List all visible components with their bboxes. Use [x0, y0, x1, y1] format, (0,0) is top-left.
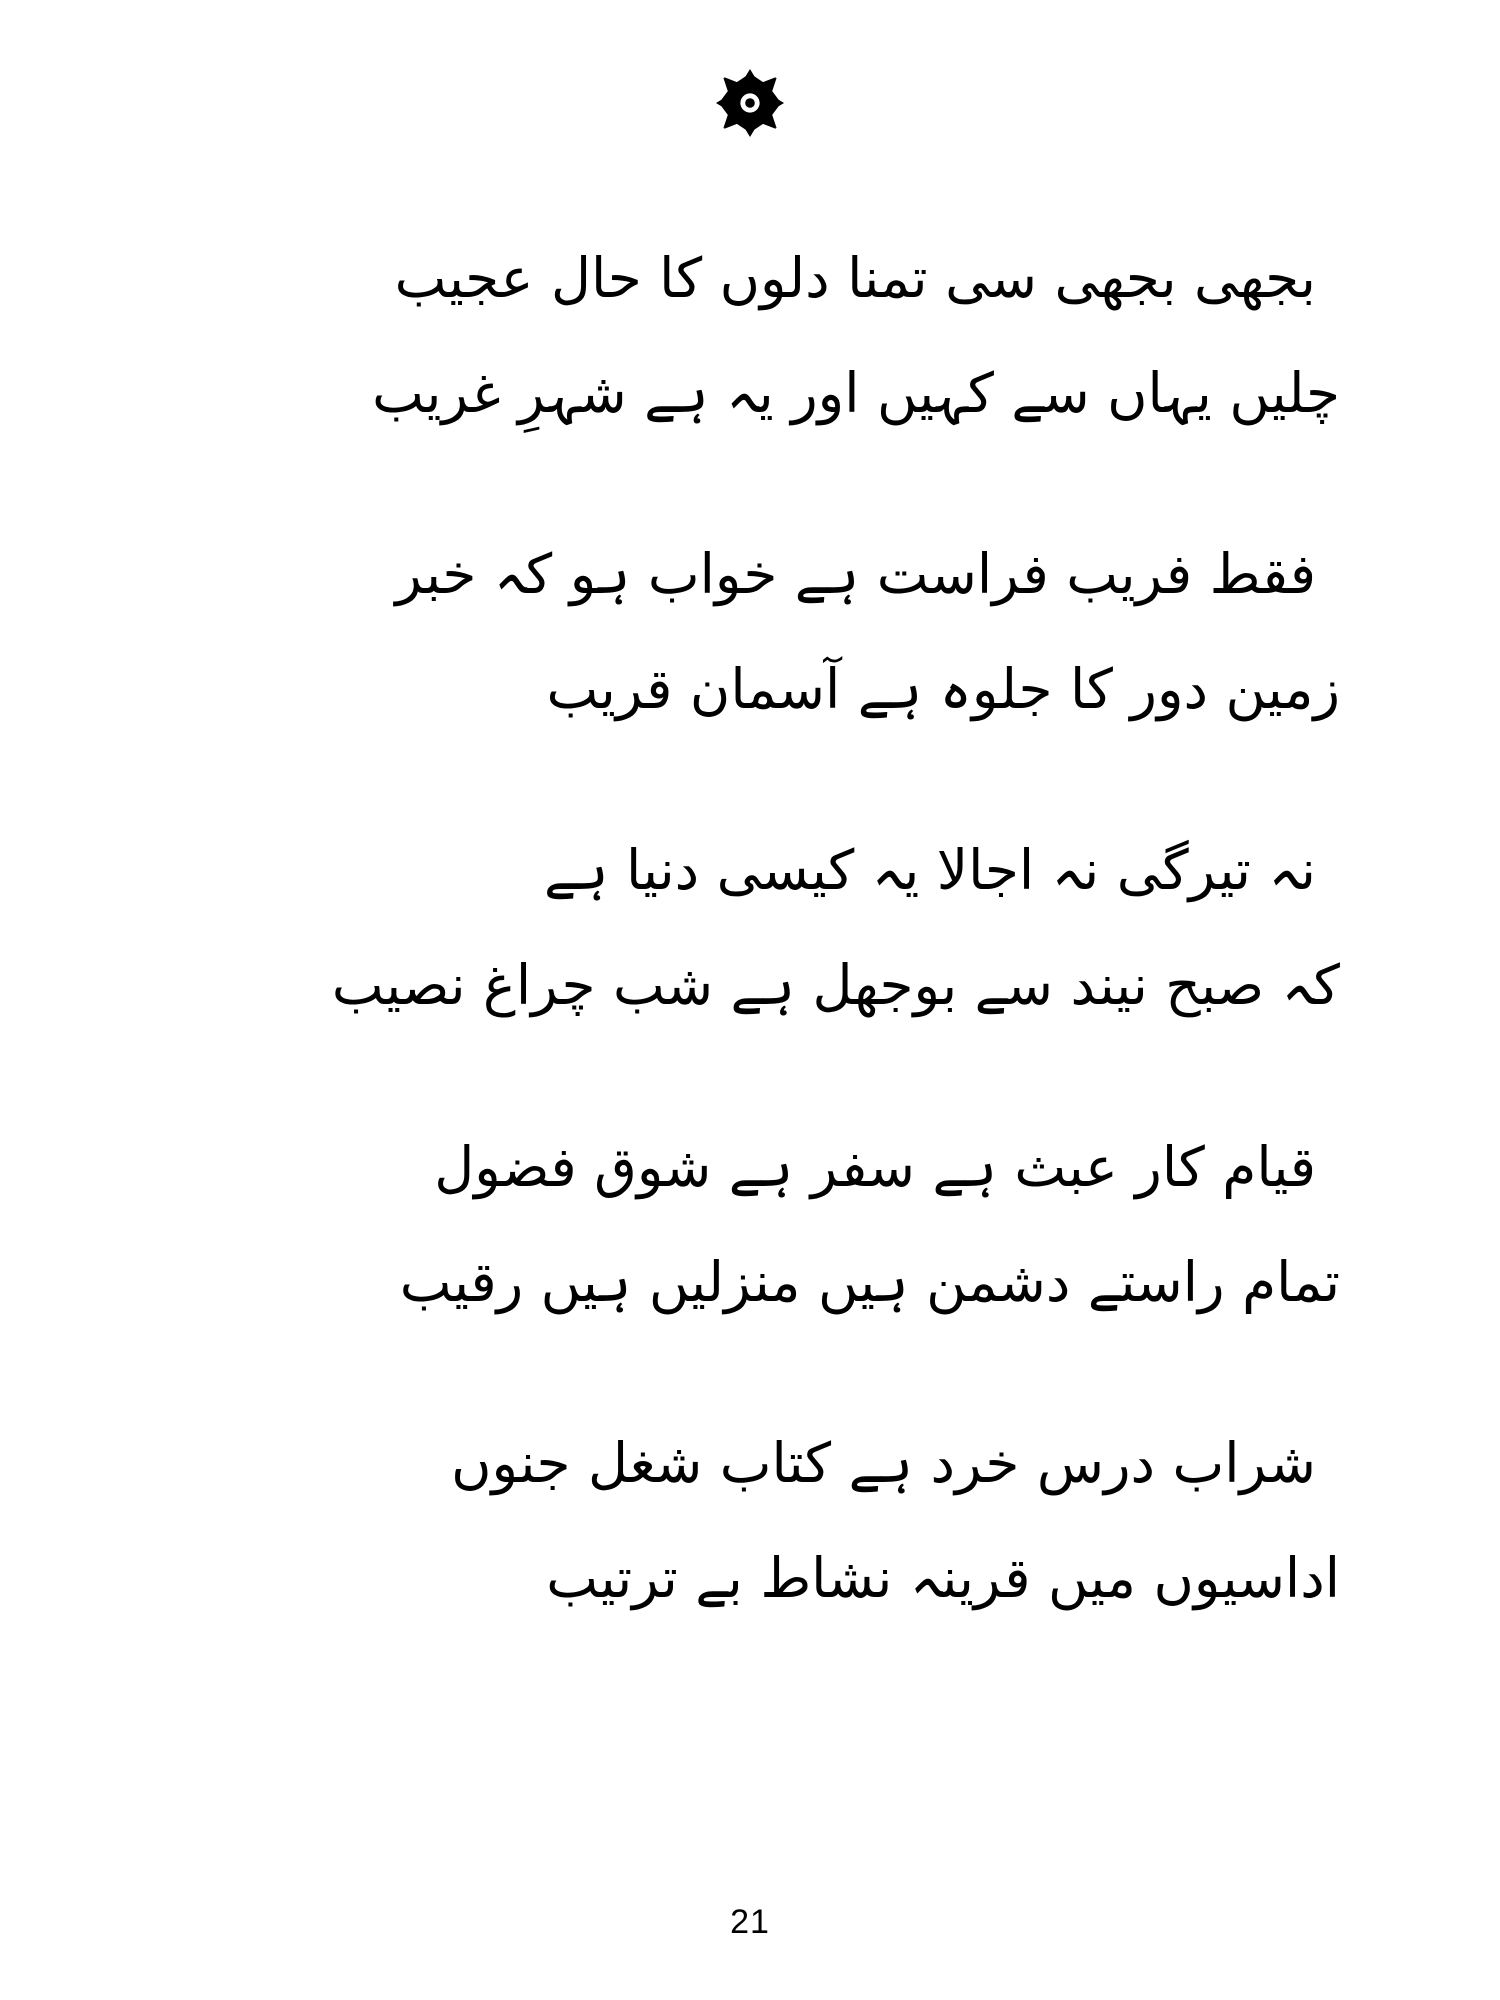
- couplet: [160, 234, 1340, 438]
- verse-line: شراب درس خرد ہے کتاب شغل جنوں: [451, 1430, 1316, 1495]
- couplet: [160, 1419, 1340, 1623]
- poem-body: [160, 234, 1340, 1623]
- verse-line: تمام راستے دشمن ہیں منزلیں ہیں رقیب: [399, 1249, 1340, 1314]
- verse-line: زمین دور کا جلوہ ہے آسمان قریب: [546, 657, 1340, 722]
- verse-line: بجھی بجھی سی تمنا دلوں کا حال عجیب: [394, 246, 1316, 310]
- verse-line: نہ تیرگی نہ اجالا یہ کیسی دنیا ہے: [544, 838, 1316, 903]
- verse-line: کہ صبح نیند سے بوجھل ہے شب چراغ نصیب: [331, 953, 1340, 1018]
- ornament-header: [713, 64, 787, 142]
- verse-line: قیام کار عبث ہے سفر ہے شوق فضول: [434, 1134, 1316, 1199]
- couplet: [160, 1123, 1340, 1327]
- verse-line: اداسیوں میں قرینہ نشاط بے ترتیب: [546, 1545, 1340, 1610]
- page-number: 21: [730, 1903, 770, 1941]
- verse-line: فقط فریب فراست ہے خواب ہو کہ خبر: [395, 542, 1316, 607]
- eight-point-star-rosette-icon: [713, 66, 787, 140]
- couplet: [160, 826, 1340, 1030]
- verse-line: چلیں یہاں سے کہیں اور یہ ہے شہرِ غریب: [372, 361, 1340, 426]
- couplet: [160, 530, 1340, 734]
